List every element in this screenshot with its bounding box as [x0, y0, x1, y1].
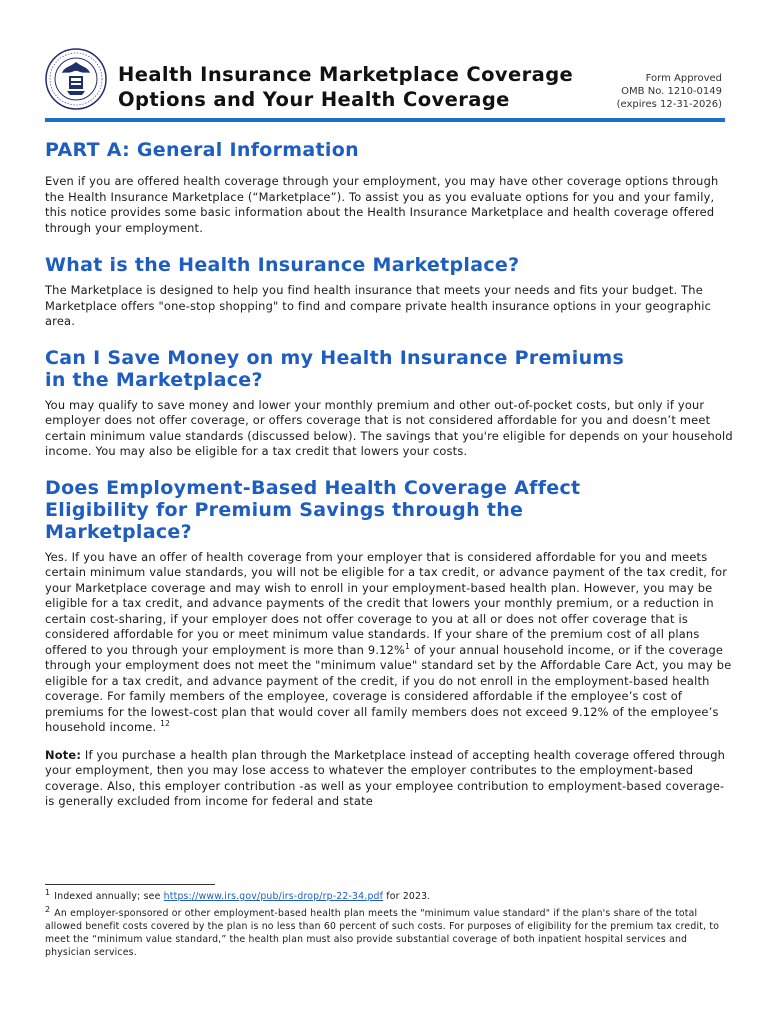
footnote-ref-2: 12 — [160, 719, 171, 729]
header-divider — [45, 118, 725, 122]
what-is-marketplace-heading: What is the Health Insurance Marketplace? — [45, 254, 520, 276]
coverage-affect-heading-line-1: Does Employment-Based Health Coverage Affect — [45, 476, 581, 499]
coverage-affect-heading-line-2: Eligibility for Premium Savings through the — [45, 498, 524, 521]
save-money-heading — [45, 347, 735, 391]
footnotes — [45, 887, 725, 963]
note-paragraph — [45, 748, 735, 810]
omb-number: OMB No. 1210-0149 — [621, 86, 722, 97]
form-approval-info — [582, 72, 722, 111]
coverage-affect-body — [45, 550, 735, 736]
note-body: If you purchase a health plan through the Marketplace instead of accepting health coverage offered through your employment, then you may lose access to whatever the employer contributes to the employment-based coverage. Also, this employer contribution -as well as your employee contribution to employment-based coverage- is generally excluded from income for federal and state — [45, 747, 726, 808]
part-a-heading: PART A: General Information — [45, 139, 359, 161]
note-label: Note: — [45, 747, 82, 762]
title-line-1: Health Insurance Marketplace Coverage — [118, 63, 574, 86]
part-a-intro: Even if you are offered health coverage through your employment, you may have other coverage options through the Health Insurance Marketplace (“Marketplace”). To assist you as you evaluate options for you and your family, this notice provides some basic information about the Health Insurance Marketplace and health coverage offered through your employment. — [45, 174, 719, 235]
footnote-1-text-before: Indexed annually; see — [54, 891, 164, 902]
coverage-affect-body-part-1: Yes. If you have an offer of health coverage from your employer that is considered affordable for you and meets certain minimum value standards, you will not be eligible for a tax credit, or advance payment of the tax credit, for your Marketplace coverage and may wish to enroll in your employment-based health plan. However, you may be eligible for a tax credit, and advance payments of the credit that lowers your monthly premium, or a reduction in certain cost-sharing, if your employer does not offer coverage to you at all or does not offer coverage that is considered affordable for you or meet minimum value standards. If your share of the premium cost of all plans offered to you through your employment is more than 9.12% — [45, 549, 728, 657]
coverage-affect-heading-line-3: Marketplace? — [45, 520, 192, 543]
footnote-1 — [45, 887, 725, 903]
department-of-labor-seal-icon — [45, 48, 107, 110]
what-is-marketplace-body: The Marketplace is designed to help you find health insurance that meets your needs and fits your budget. The Marketplace offers "one-stop shopping" to find and compare private health insurance options in your geographic area. — [45, 283, 712, 328]
title-line-2: Options and Your Health Coverage — [118, 88, 510, 111]
save-money-heading-line-2: in the Marketplace? — [45, 368, 263, 391]
expiration-date: (expires 12-31-2026) — [616, 99, 722, 110]
footnote-2-number: 2 — [45, 904, 51, 914]
save-money-body: You may qualify to save money and lower your monthly premium and other out-of-pocket costs, but only if your employer does not offer coverage, or offers coverage that is not considered affordable for you and doesn’t meet certain minimum value standards (discussed below). The savings that you're eligible for depends on your household income. You may also be eligible for a tax credit that lowers your costs. — [45, 397, 733, 458]
save-money-heading-line-1: Can I Save Money on my Health Insurance Premiums — [45, 346, 625, 369]
coverage-affect-body-part-2: of your annual household income, or if the coverage through your employment does not meet the "minimum value" standard set by the Affordable Care Act, you may be eligible for a tax credit, and advance payment of the credit, if you do not enroll in the employment-based health coverage. For family members of the employee, coverage is considered affordable if the employee’s cost of premiums for the lowest-cost plan that would cover all family members does not exceed 9.12% of the employee’s household income. — [45, 642, 732, 734]
footnote-2 — [45, 904, 725, 959]
footnote-divider — [45, 884, 215, 885]
footnote-ref-1: 1 — [405, 641, 411, 651]
coverage-affect-heading — [45, 477, 735, 543]
document-title — [118, 62, 608, 112]
footnote-1-number: 1 — [45, 887, 51, 897]
irs-link[interactable]: https://www.irs.gov/pub/irs-drop/rp-22-34.pdf — [163, 891, 384, 902]
notice-body — [45, 139, 735, 810]
footnote-1-text-after: for 2023. — [383, 891, 431, 902]
footnote-2-text: An employer-sponsored or other employment-based health plan meets the "minimum value standard" if the plan's share of the total allowed benefit costs covered by the plan is no less than 60 percent of such costs. For purposes of eligibility for the premium tax credit, to meet the “minimum value standard,” the health plan must also provide substantial coverage of both inpatient hospital services and physician services. — [45, 908, 720, 958]
form-approved-label: Form Approved — [645, 73, 722, 84]
